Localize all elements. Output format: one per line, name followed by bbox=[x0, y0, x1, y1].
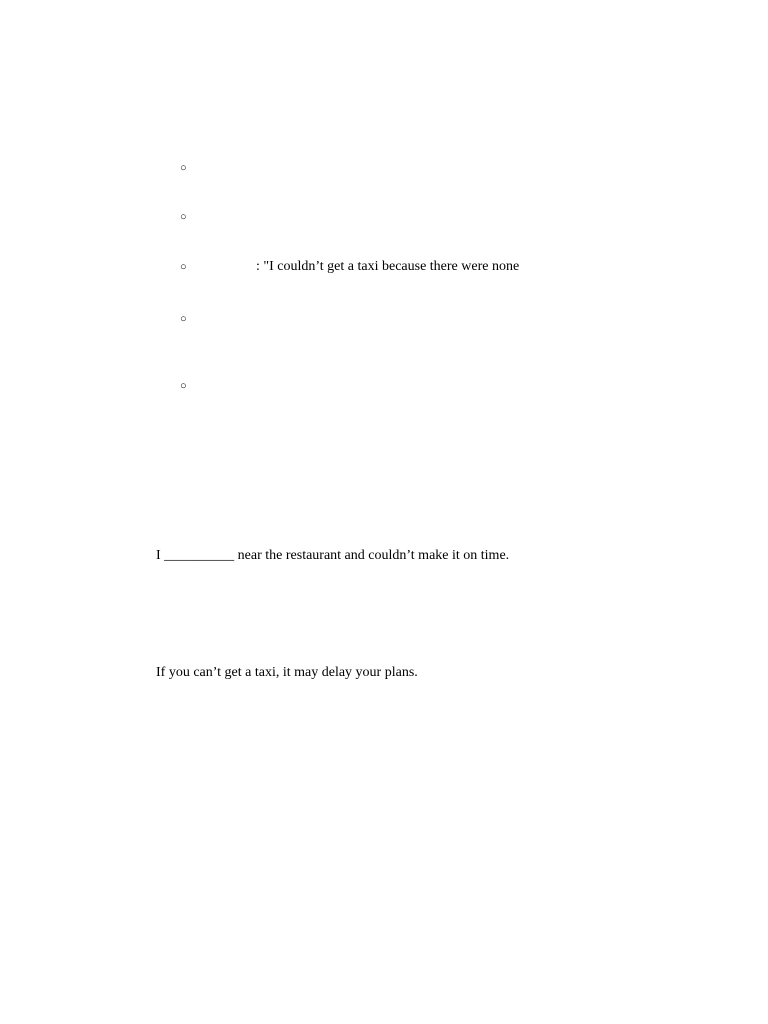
closing-sentence: If you can’t get a taxi, it may delay your plans. bbox=[156, 665, 418, 680]
bullet-circle-icon: ○ bbox=[180, 261, 187, 273]
bullet-circle-icon: ○ bbox=[180, 313, 187, 325]
answer-blank: __________ bbox=[164, 548, 235, 563]
bullet-circle-icon: ○ bbox=[180, 162, 187, 174]
list-item-text: : "I couldn’t get a taxi because there were none bbox=[256, 259, 520, 274]
bullet-circle-icon: ○ bbox=[180, 211, 187, 223]
fill-in-sentence bbox=[156, 548, 509, 564]
sentence-prefix: I bbox=[156, 548, 161, 563]
bullet-circle-icon: ○ bbox=[180, 380, 187, 392]
sentence-suffix: near the restaurant and couldn’t make it on time. bbox=[237, 548, 510, 563]
